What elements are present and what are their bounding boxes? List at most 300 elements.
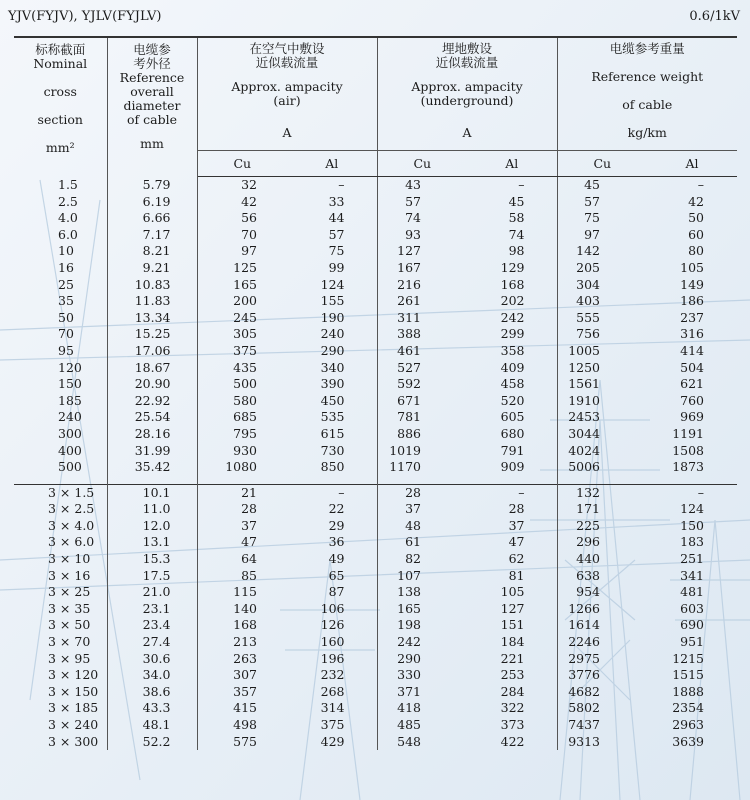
table-row <box>14 717 737 734</box>
cell-air-cu: 97 <box>241 243 257 259</box>
cell-underground-cu: 93 <box>405 226 421 242</box>
cell-underground-al: 422 <box>467 734 557 751</box>
cell-diameter: 12.0 <box>107 518 197 535</box>
cell-air-cu: 1080 <box>225 459 257 475</box>
cell-weight-cu: 75 <box>584 210 600 226</box>
cell-air-al: 850 <box>287 459 377 476</box>
cell-weight-cu: 1266 <box>568 600 600 616</box>
cell-air-cu: 245 <box>233 309 257 325</box>
table-row <box>14 343 737 360</box>
cell-weight-cu: 5802 <box>568 700 600 716</box>
top-line <box>4 6 744 28</box>
cell-underground-cu: 330 <box>397 667 421 683</box>
table-row <box>14 568 737 585</box>
cell-underground-al: 221 <box>467 651 557 668</box>
cell-section: 3 × 4.0 <box>14 518 107 535</box>
cell-diameter: 6.19 <box>107 194 197 211</box>
cell-weight-al: 621 <box>680 376 704 392</box>
cell-underground-al: 791 <box>467 443 557 460</box>
cell-underground-cu: 671 <box>397 392 421 408</box>
cell-air-al: 535 <box>287 409 377 426</box>
cell-underground-al: 62 <box>467 551 557 568</box>
cell-underground-al: 605 <box>467 409 557 426</box>
cell-weight-al: 603 <box>680 600 704 616</box>
cell-air-cu: 795 <box>233 425 257 441</box>
cell-air-cu: 32 <box>241 177 257 192</box>
voltage-rating: 0.6/1kV <box>689 9 740 24</box>
cell-weight-cu: 45 <box>584 177 600 192</box>
cell-air-al: 232 <box>287 667 377 684</box>
cell-air-cu: 37 <box>241 517 257 533</box>
cell-underground-cu: 527 <box>397 359 421 375</box>
cell-underground-al: 242 <box>467 310 557 327</box>
table-row <box>14 310 737 327</box>
spacer-cell <box>647 476 737 485</box>
cell-weight-cu: 171 <box>576 501 600 517</box>
cell-air-cu: 375 <box>233 342 257 358</box>
cell-section: 3 × 95 <box>14 651 107 668</box>
cell-air-al: 240 <box>287 326 377 343</box>
cell-air-cu: 85 <box>241 567 257 583</box>
cell-weight-cu: 205 <box>576 259 600 275</box>
cell-air-al: 126 <box>287 617 377 634</box>
cell-air-al: 340 <box>287 360 377 377</box>
cell-underground-cu: 28 <box>377 484 467 501</box>
cell-underground-cu: 242 <box>397 634 421 650</box>
cell-underground-al: 28 <box>467 501 557 518</box>
three-core-rows <box>14 484 737 750</box>
table-row <box>14 376 737 393</box>
table-row <box>14 667 737 684</box>
cell-air-al: 124 <box>287 277 377 294</box>
group-spacer <box>14 476 737 485</box>
cell-section: 300 <box>14 426 107 443</box>
cell-air-al: 44 <box>287 210 377 227</box>
cell-section: 3 × 16 <box>14 568 107 585</box>
product-title: YJV(FYJV), YJLV(FYJLV) <box>8 9 162 24</box>
cell-diameter: 7.17 <box>107 227 197 244</box>
cell-weight-cu: 142 <box>576 243 600 259</box>
cell-weight-al: 1191 <box>672 425 704 441</box>
cell-underground-cu: 371 <box>397 683 421 699</box>
cell-air-cu: 213 <box>233 634 257 650</box>
cell-air-al: 730 <box>287 443 377 460</box>
cell-diameter: 13.1 <box>107 534 197 551</box>
cell-air-cu: 140 <box>233 600 257 616</box>
cell-weight-cu: 1910 <box>568 392 600 408</box>
cell-air-al: 22 <box>287 501 377 518</box>
cell-diameter: 17.06 <box>107 343 197 360</box>
cell-weight-al: 1888 <box>672 683 704 699</box>
cell-diameter: 8.21 <box>107 243 197 260</box>
cell-air-cu: 21 <box>197 484 287 501</box>
cell-air-al: – <box>287 484 377 501</box>
cell-air-al: 155 <box>287 293 377 310</box>
cell-weight-al: 316 <box>680 326 704 342</box>
cell-air-al: 29 <box>287 518 377 535</box>
cell-underground-al: 129 <box>467 260 557 277</box>
cell-underground-al: 409 <box>467 360 557 377</box>
cell-underground-al: – <box>467 177 557 194</box>
table-row <box>14 634 737 651</box>
cell-air-al: 450 <box>287 393 377 410</box>
cell-underground-al: 680 <box>467 426 557 443</box>
table-row <box>14 227 737 244</box>
cell-weight-cu: 3044 <box>568 425 600 441</box>
cell-underground-cu: 548 <box>397 733 421 749</box>
cell-section: 50 <box>14 310 107 327</box>
cell-weight-cu: 296 <box>576 534 600 550</box>
cell-air-cu: 930 <box>233 442 257 458</box>
cell-weight-al: 1515 <box>672 667 704 683</box>
cell-air-al: 99 <box>287 260 377 277</box>
cell-air-cu: 500 <box>233 376 257 392</box>
cell-weight-cu: 9313 <box>568 733 600 749</box>
cell-diameter: 5.79 <box>107 177 197 194</box>
cell-underground-cu: 37 <box>405 501 421 517</box>
cable-spec-table <box>14 36 737 750</box>
cell-air-cu: 435 <box>233 359 257 375</box>
cell-weight-al: – <box>647 484 737 501</box>
cell-diameter: 23.1 <box>107 601 197 618</box>
table-row <box>14 210 737 227</box>
cell-weight-cu: 7437 <box>568 717 600 732</box>
cell-section: 2.5 <box>14 194 107 211</box>
cell-diameter: 30.6 <box>107 651 197 668</box>
cell-diameter: 6.66 <box>107 210 197 227</box>
cell-underground-al: 358 <box>467 343 557 360</box>
spacer-cell <box>467 476 557 485</box>
cell-section: 4.0 <box>14 210 107 227</box>
spacer-cell <box>377 476 467 485</box>
cell-diameter: 48.1 <box>107 717 197 734</box>
cell-section: 500 <box>14 459 107 476</box>
cell-underground-al: 37 <box>467 518 557 535</box>
cell-section: 3 × 25 <box>14 584 107 601</box>
cell-section: 6.0 <box>14 227 107 244</box>
cell-weight-al: 150 <box>680 517 704 533</box>
cell-air-al: 36 <box>287 534 377 551</box>
cell-underground-cu: 311 <box>397 309 421 325</box>
cell-weight-al: 3639 <box>672 733 704 749</box>
cell-underground-cu: 485 <box>397 717 421 732</box>
cell-underground-al: 322 <box>467 700 557 717</box>
subheader-air-cu: Cu <box>197 151 287 177</box>
cell-underground-cu: 198 <box>397 617 421 633</box>
cell-weight-cu: 1561 <box>568 376 600 392</box>
cell-underground-cu: 261 <box>397 293 421 309</box>
cell-underground-al: 184 <box>467 634 557 651</box>
table-row <box>14 734 737 751</box>
cell-air-cu: 415 <box>233 700 257 716</box>
subheader-weight-al: Al <box>647 151 737 177</box>
cell-weight-al: 690 <box>680 617 704 633</box>
cell-air-cu: 70 <box>241 226 257 242</box>
cell-weight-al: 60 <box>688 226 704 242</box>
cell-weight-cu: 1250 <box>568 359 600 375</box>
cell-weight-cu: 2453 <box>568 409 600 425</box>
table-row <box>14 243 737 260</box>
cell-section: 3 × 2.5 <box>14 501 107 518</box>
cell-air-cu: 307 <box>233 667 257 683</box>
cell-weight-cu: 4682 <box>568 683 600 699</box>
header-underground-ampacity: 埋地敷设 近似载流量 Approx. ampacity (underground) A <box>377 37 557 151</box>
header-weight: 电缆参考重量 Reference weight of cable kg/km <box>557 37 737 151</box>
table-row <box>14 601 737 618</box>
cell-air-cu: 47 <box>241 534 257 550</box>
table-row <box>14 684 737 701</box>
cell-underground-cu: 107 <box>397 567 421 583</box>
cell-diameter: 10.83 <box>107 277 197 294</box>
single-core-rows <box>14 177 737 485</box>
cell-air-al: 375 <box>287 717 377 734</box>
cell-section: 3 × 300 <box>14 734 107 751</box>
cell-weight-al: 1508 <box>672 442 704 458</box>
cell-diameter: 21.0 <box>107 584 197 601</box>
cell-air-cu: 305 <box>233 326 257 342</box>
cell-weight-cu: 304 <box>576 276 600 292</box>
cell-weight-al: 760 <box>680 392 704 408</box>
cell-weight-al: 42 <box>688 193 704 209</box>
cell-weight-cu: 3776 <box>568 667 600 683</box>
cell-weight-cu: 1005 <box>568 342 600 358</box>
cell-weight-al: 414 <box>680 342 704 358</box>
cell-air-al: 429 <box>287 734 377 751</box>
table-row <box>14 484 737 501</box>
cell-diameter: 11.0 <box>107 501 197 518</box>
cell-underground-al: 373 <box>467 717 557 734</box>
cell-weight-cu: 403 <box>576 293 600 309</box>
cell-weight-al: 1215 <box>672 650 704 666</box>
cell-diameter: 11.83 <box>107 293 197 310</box>
subheader-weight-cu: Cu <box>557 151 647 177</box>
cell-weight-cu: 440 <box>576 551 600 567</box>
cell-section: 3 × 120 <box>14 667 107 684</box>
cell-diameter: 31.99 <box>107 443 197 460</box>
spacer-cell <box>557 476 647 485</box>
cell-diameter: 27.4 <box>107 634 197 651</box>
cell-section: 70 <box>14 326 107 343</box>
table-row <box>14 501 737 518</box>
cell-section: 10 <box>14 243 107 260</box>
cell-air-al: 160 <box>287 634 377 651</box>
cell-section: 185 <box>14 393 107 410</box>
cell-air-cu: 575 <box>233 733 257 749</box>
cell-air-al: 87 <box>287 584 377 601</box>
cell-section: 120 <box>14 360 107 377</box>
cell-section: 3 × 6.0 <box>14 534 107 551</box>
cell-air-al: 390 <box>287 376 377 393</box>
cell-air-cu: 64 <box>241 551 257 567</box>
cell-weight-al: 105 <box>680 259 704 275</box>
table-row <box>14 326 737 343</box>
cell-underground-al: 81 <box>467 568 557 585</box>
cell-weight-cu: 1614 <box>568 617 600 633</box>
cell-diameter: 20.90 <box>107 376 197 393</box>
cell-underground-al: 127 <box>467 601 557 618</box>
cell-section: 3 × 1.5 <box>14 484 107 501</box>
cell-weight-al: 504 <box>680 359 704 375</box>
cell-weight-cu: 4024 <box>568 442 600 458</box>
table-row <box>14 459 737 476</box>
cell-underground-al: 299 <box>467 326 557 343</box>
cell-weight-al: 251 <box>680 551 704 567</box>
table-row <box>14 409 737 426</box>
cell-underground-cu: 461 <box>397 342 421 358</box>
cell-air-al: 57 <box>287 227 377 244</box>
cell-weight-cu: 2975 <box>568 650 600 666</box>
cell-weight-al: 186 <box>680 293 704 309</box>
cable-spec-table-wrap <box>14 36 737 750</box>
cell-section: 3 × 150 <box>14 684 107 701</box>
cell-weight-al: 50 <box>688 210 704 226</box>
cell-weight-cu: 97 <box>584 226 600 242</box>
cell-air-cu: 115 <box>233 584 257 600</box>
cell-diameter: 28.16 <box>107 426 197 443</box>
cell-air-cu: 165 <box>233 276 257 292</box>
cell-underground-cu: 127 <box>397 243 421 259</box>
table-row <box>14 617 737 634</box>
cell-underground-al: 98 <box>467 243 557 260</box>
cell-air-cu: 42 <box>241 193 257 209</box>
table-row <box>14 534 737 551</box>
table-row <box>14 551 737 568</box>
cell-underground-cu: 57 <box>405 193 421 209</box>
cell-air-cu: 580 <box>233 392 257 408</box>
cell-diameter: 15.3 <box>107 551 197 568</box>
cell-diameter: 13.34 <box>107 310 197 327</box>
cell-underground-al: 253 <box>467 667 557 684</box>
cell-weight-al: 481 <box>680 584 704 600</box>
cell-air-al: 190 <box>287 310 377 327</box>
cell-section: 95 <box>14 343 107 360</box>
cell-underground-cu: 138 <box>397 584 421 600</box>
cell-air-al: 196 <box>287 651 377 668</box>
cell-section: 25 <box>14 277 107 294</box>
cell-weight-cu: 555 <box>576 309 600 325</box>
cell-section: 400 <box>14 443 107 460</box>
cell-section: 16 <box>14 260 107 277</box>
cell-diameter: 9.21 <box>107 260 197 277</box>
cell-air-al: 49 <box>287 551 377 568</box>
cell-section: 150 <box>14 376 107 393</box>
table-row <box>14 426 737 443</box>
table-row <box>14 584 737 601</box>
cell-underground-cu: 418 <box>397 700 421 716</box>
cell-weight-cu: 5006 <box>568 459 600 475</box>
cell-underground-cu: 1019 <box>389 442 421 458</box>
cell-air-cu: 498 <box>233 717 257 732</box>
cell-air-cu: 685 <box>233 409 257 425</box>
cell-section: 1.5 <box>14 177 107 194</box>
cell-air-al: 65 <box>287 568 377 585</box>
cell-weight-al: 969 <box>680 409 704 425</box>
cell-weight-al: 80 <box>688 243 704 259</box>
cell-weight-cu: 57 <box>584 193 600 209</box>
cell-section: 3 × 35 <box>14 601 107 618</box>
cell-underground-cu: 1170 <box>389 459 421 475</box>
subheader-underground-al: Al <box>467 151 557 177</box>
cell-underground-al: 284 <box>467 684 557 701</box>
cell-weight-al: 2354 <box>672 700 704 716</box>
cell-weight-al: 149 <box>680 276 704 292</box>
cell-weight-al: 237 <box>680 309 704 325</box>
cell-underground-cu: 61 <box>405 534 421 550</box>
cell-air-al: 290 <box>287 343 377 360</box>
cell-section: 240 <box>14 409 107 426</box>
cell-underground-cu: 74 <box>405 210 421 226</box>
table-row <box>14 518 737 535</box>
cell-diameter: 43.3 <box>107 700 197 717</box>
cell-diameter: 34.0 <box>107 667 197 684</box>
cell-air-al: 615 <box>287 426 377 443</box>
cell-underground-cu: 886 <box>397 425 421 441</box>
table-row <box>14 443 737 460</box>
cell-weight-cu: 638 <box>576 567 600 583</box>
cell-air-al: 75 <box>287 243 377 260</box>
cell-diameter: 52.2 <box>107 734 197 751</box>
header-section: 标称截面 Nominal cross section mm² <box>14 37 107 177</box>
spacer-cell <box>287 476 377 485</box>
cell-diameter: 35.42 <box>107 459 197 476</box>
cell-air-cu: 168 <box>233 617 257 633</box>
spacer-cell <box>14 476 107 485</box>
table-row <box>14 700 737 717</box>
cell-weight-al: 2963 <box>672 717 704 732</box>
cell-air-cu: 263 <box>233 650 257 666</box>
cell-weight-al: 951 <box>680 634 704 650</box>
cell-underground-cu: 290 <box>397 650 421 666</box>
cell-weight-cu: 954 <box>576 584 600 600</box>
cell-underground-cu: 167 <box>397 259 421 275</box>
cell-section: 35 <box>14 293 107 310</box>
cell-air-al: – <box>287 177 377 194</box>
table-row <box>14 293 737 310</box>
cell-air-cu: 357 <box>233 683 257 699</box>
cell-underground-al: 74 <box>467 227 557 244</box>
table-row <box>14 194 737 211</box>
cell-underground-al: 45 <box>467 194 557 211</box>
cell-diameter: 18.67 <box>107 360 197 377</box>
cell-section: 3 × 240 <box>14 717 107 734</box>
cell-underground-al: 202 <box>467 293 557 310</box>
cell-air-al: 268 <box>287 684 377 701</box>
cell-diameter: 22.92 <box>107 393 197 410</box>
header-diameter: 电缆参 考外径 Reference overall diameter of cable mm <box>107 37 197 177</box>
cell-diameter: 10.1 <box>107 484 197 501</box>
cell-air-al: 314 <box>287 700 377 717</box>
table-row <box>14 277 737 294</box>
cell-air-cu: 28 <box>241 501 257 517</box>
cell-underground-al: 168 <box>467 277 557 294</box>
cell-underground-al: 520 <box>467 393 557 410</box>
table-row <box>14 393 737 410</box>
cell-weight-al: – <box>697 177 704 192</box>
table-row <box>14 260 737 277</box>
cell-weight-al: 341 <box>680 567 704 583</box>
cell-underground-al: – <box>467 484 557 501</box>
cell-underground-al: 58 <box>467 210 557 227</box>
cell-air-cu: 56 <box>241 210 257 226</box>
cell-underground-cu: 388 <box>397 326 421 342</box>
table-row <box>14 360 737 377</box>
cell-diameter: 38.6 <box>107 684 197 701</box>
cell-weight-al: 124 <box>680 501 704 517</box>
cell-underground-al: 105 <box>467 584 557 601</box>
spacer-cell <box>197 476 287 485</box>
cell-underground-cu: 781 <box>397 409 421 425</box>
cell-underground-al: 909 <box>467 459 557 476</box>
